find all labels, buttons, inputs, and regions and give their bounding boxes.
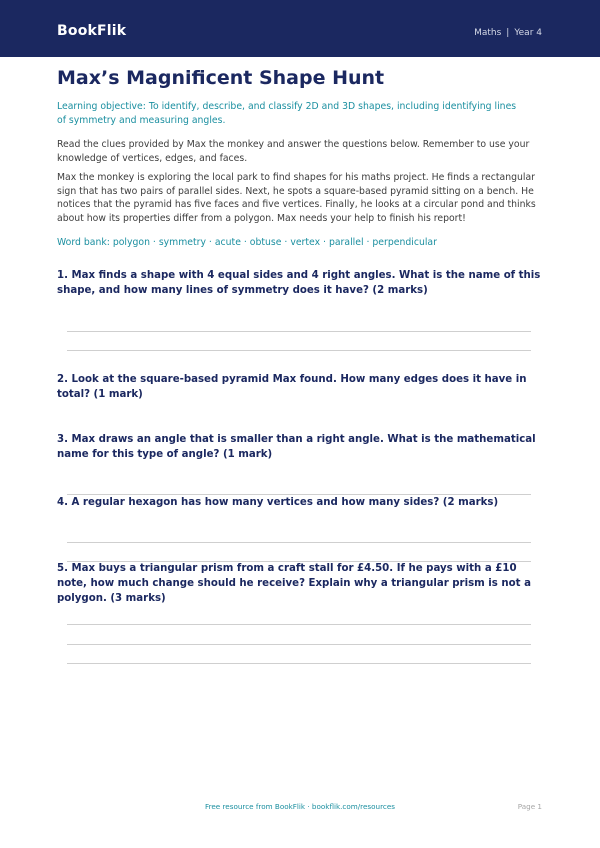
year-label: Year 4 (514, 28, 542, 38)
answer-line[interactable] (67, 644, 531, 645)
question-1: 1. Max finds a shape with 4 equal sides and 4 right angles. What is the name of this shape, and how many lines of symmetry does it have? (2 marks) (57, 270, 541, 296)
question-5: 5. Max buys a triangular prism from a craft stall for £4.50. If he pays with a £10 note, how much change should he receive? Explain why a triangular prism is not a polygon. (3 marks) (57, 563, 531, 604)
story-paragraph: Max the monkey is exploring the local park to find shapes for his maths project. He finds a rectangular sign that has two pairs of parallel sides. Next, he spots a square-based pyramid sitting on a bench. He notices that the pyramid has five faces and five vertices. Finally, he looks at a circular pond and thinks about how its properties differ from a polygon. Max needs your help to finish his report! (57, 172, 536, 224)
instructions-paragraph: Read the clues provided by Max the monkey and answer the questions below. Remember to use your knowledge of vertices, edges, and faces. (57, 139, 530, 164)
brand-logo: BookFlik (57, 23, 127, 39)
worksheet-title: Max’s Magnificent Shape Hunt (57, 67, 385, 89)
answer-line[interactable] (67, 624, 531, 625)
question-2: 2. Look at the square-based pyramid Max found. How many edges does it have in total? (1 mark) (57, 374, 527, 400)
header-bar (0, 0, 600, 57)
subject-label: Maths (474, 28, 502, 38)
answer-line[interactable] (67, 350, 531, 351)
question-4: 4. A regular hexagon has how many vertices and how many sides? (2 marks) (57, 497, 499, 508)
learning-objective: Learning objective: To identify, describe, and classify 2D and 3D shapes, including identifying lines of symmetry and measuring angles. (57, 101, 517, 126)
word-bank: Word bank: polygon · symmetry · acute · obtuse · vertex · parallel · perpendicular (57, 237, 437, 248)
page-number: Page 1 (517, 802, 542, 811)
answer-line[interactable] (67, 542, 531, 543)
question-3: 3. Max draws an angle that is smaller than a right angle. What is the mathematical name for this type of angle? (1 mark) (57, 434, 536, 460)
header-separator: | (506, 28, 510, 38)
subject-year-label (474, 28, 542, 38)
footer-text: Free resource from BookFlik · bookflik.com/resources (204, 802, 396, 811)
answer-line[interactable] (67, 331, 531, 332)
answer-line[interactable] (67, 663, 531, 664)
